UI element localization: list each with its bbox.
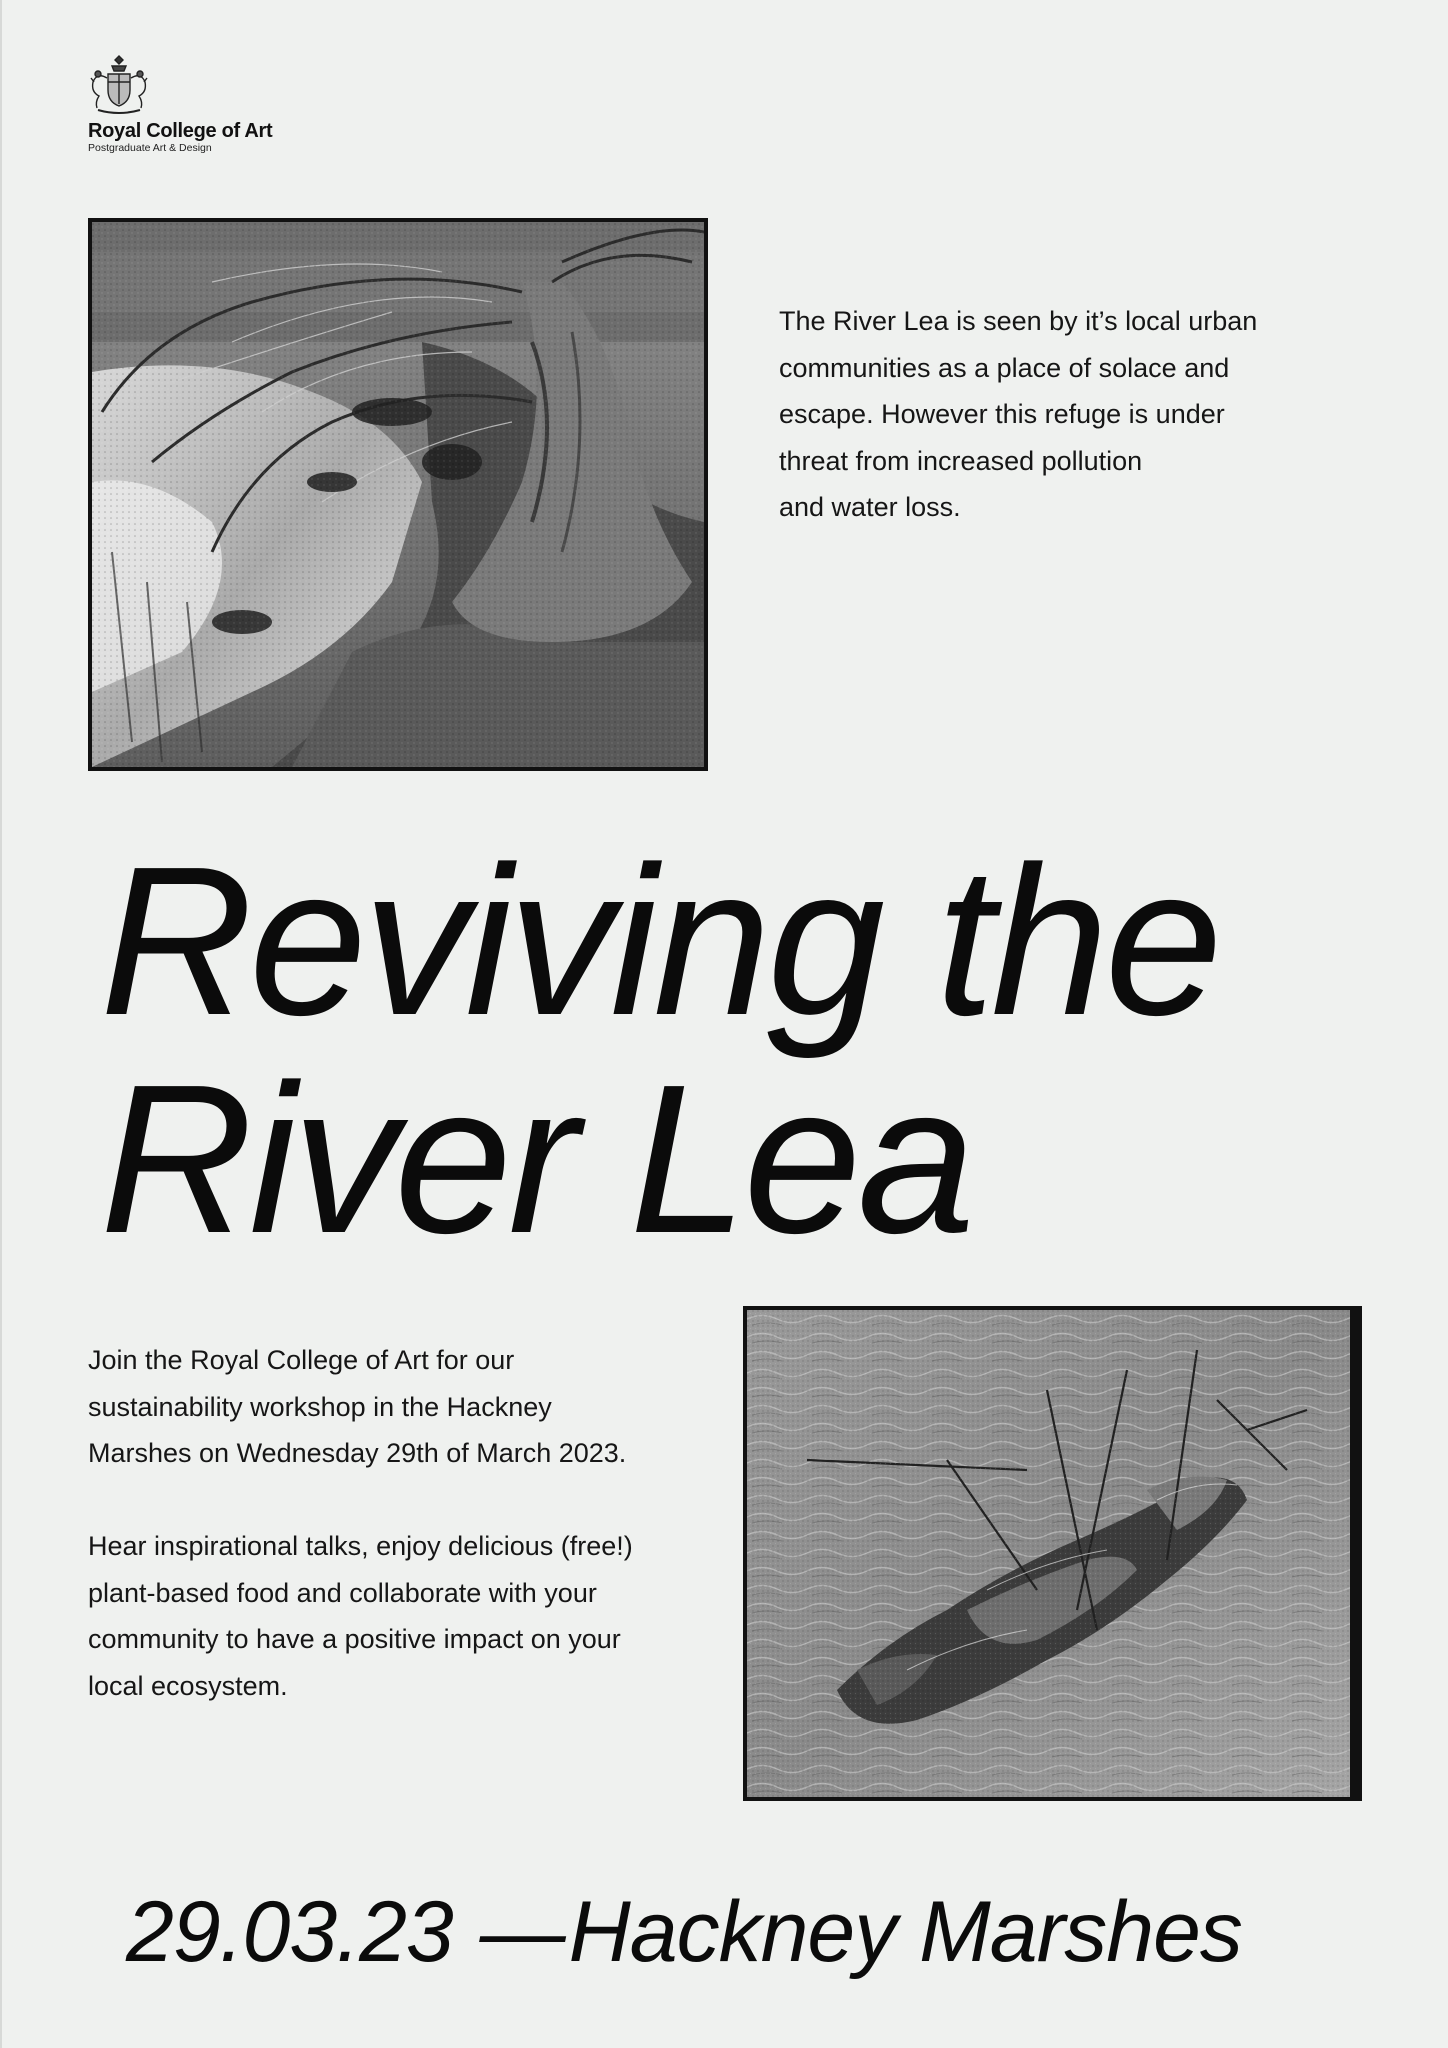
description-paragraph-1 [88,1337,688,1477]
river-bank-image [92,222,704,767]
title-line-2: River Lea [100,1040,972,1277]
intro-line: and water loss. [779,492,961,522]
river-bank-photo [88,218,708,771]
poster-title [100,822,1400,1277]
event-location: Hackney Marshes [568,1884,1242,1980]
royal-crest-icon [88,52,150,118]
page-edge [0,0,2,2048]
description-line: Marshes on Wednesday 29th of March 2023. [88,1438,627,1468]
event-date: 29.03.23 [126,1884,453,1980]
rca-logo [88,52,328,154]
intro-line: communities as a place of solace and [779,352,1230,383]
logo-name: Royal College of Art [88,120,273,142]
description-line: Hear inspirational talks, enjoy delicious (free!) [88,1531,633,1561]
intro-line: The River Lea is seen by it’s local urban [779,306,1258,336]
river-debris-image [747,1310,1350,1797]
description-line: Join the Royal College of Art for our [88,1345,515,1375]
event-description [88,1337,688,1709]
river-debris-photo [743,1306,1362,1801]
description-line: community to have a positive impact on your [88,1624,621,1654]
intro-line: escape. However this refuge is under [779,399,1225,429]
event-date-location [126,1882,1366,1982]
description-paragraph-2 [88,1523,688,1709]
intro-text [779,298,1339,531]
title-line-1: Reviving the [100,822,1219,1059]
intro-line: threat from increased pollution [779,445,1143,476]
description-line: plant-based food and collaborate with your [88,1577,597,1608]
description-line: sustainability workshop in the Hackney [88,1391,552,1422]
date-separator: — [479,1884,565,1980]
logo-subtitle: Postgraduate Art & Design [88,142,212,154]
description-line: local ecosystem. [88,1670,288,1701]
